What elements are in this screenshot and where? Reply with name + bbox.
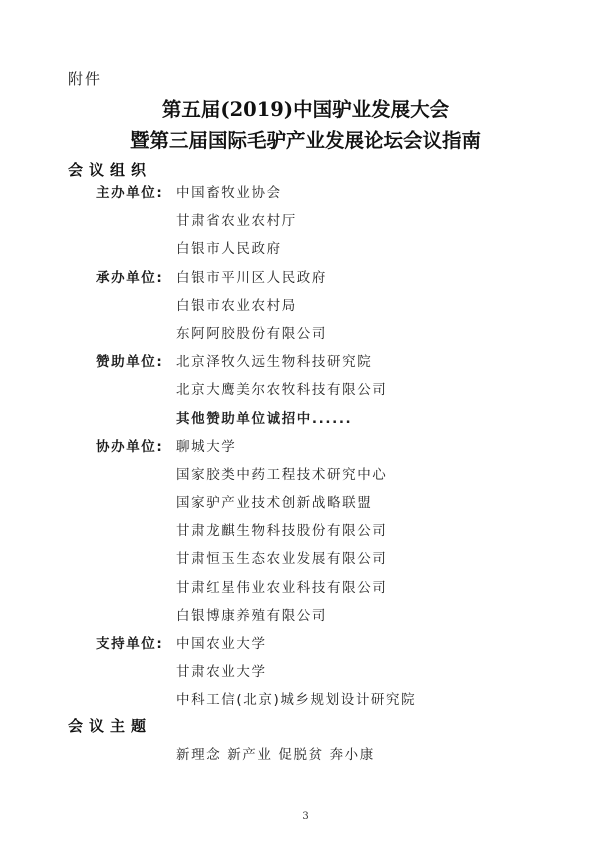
- org-item: 其他赞助单位诚招中......: [176, 410, 353, 427]
- org-group: [96, 433, 576, 630]
- org-item: 白银市人民政府: [176, 241, 282, 258]
- org-item: 北京泽牧久远生物科技研究院: [176, 354, 373, 371]
- org-group: [96, 264, 576, 349]
- section-heading-theme: 会议主题: [68, 717, 153, 735]
- org-group-items: [176, 630, 576, 715]
- org-item: 中科工信(北京)城乡规划设计研究院: [176, 692, 417, 709]
- org-item: 白银博康养殖有限公司: [176, 607, 327, 624]
- org-item: 甘肃龙麒生物科技股份有限公司: [176, 523, 388, 540]
- org-item: 国家胶类中药工程技术研究中心: [176, 466, 388, 483]
- org-item: 北京大鹰美尔农牧科技有限公司: [176, 382, 388, 399]
- meeting-theme-text: 新理念 新产业 促脱贫 奔小康: [176, 747, 375, 763]
- org-item: 甘肃恒玉生态农业发展有限公司: [176, 551, 388, 568]
- org-group-items: [176, 433, 576, 630]
- document-title-line-2: 暨第三届国际毛驴产业发展论坛会议指南: [129, 129, 481, 152]
- org-group-items: [176, 264, 576, 349]
- org-group-label: 承办单位:: [96, 269, 164, 286]
- organization-list: [96, 179, 576, 715]
- page-number: 3: [302, 811, 309, 822]
- org-item: 聊城大学: [176, 438, 237, 455]
- org-group: [96, 630, 576, 715]
- org-group-label: 赞助单位:: [96, 354, 164, 371]
- org-group-label: 协办单位:: [96, 438, 164, 455]
- org-item: 东阿阿胶股份有限公司: [176, 325, 327, 342]
- org-item: 国家驴产业技术创新战略联盟: [176, 495, 373, 512]
- org-item: 白银市农业农村局: [176, 297, 297, 314]
- section-heading-organization: 会议组织: [68, 161, 153, 179]
- attachment-label: 附件: [68, 70, 103, 88]
- org-group: [96, 179, 576, 264]
- org-item: 甘肃红星伟业农业科技有限公司: [176, 579, 388, 596]
- org-group-label: 支持单位:: [96, 636, 164, 652]
- document-title-line-1: 第五届(2019)中国驴业发展大会: [161, 98, 450, 121]
- org-group-items: [176, 179, 576, 264]
- org-item: 中国农业大学: [176, 636, 267, 652]
- org-item: 甘肃省农业农村厅: [176, 213, 297, 230]
- org-item: 甘肃农业大学: [176, 664, 267, 681]
- org-group: [96, 348, 576, 433]
- org-group-label: 主办单位:: [96, 185, 164, 201]
- org-item: 白银市平川区人民政府: [176, 269, 327, 286]
- org-item: 中国畜牧业协会: [176, 185, 282, 201]
- org-group-items: [176, 348, 576, 433]
